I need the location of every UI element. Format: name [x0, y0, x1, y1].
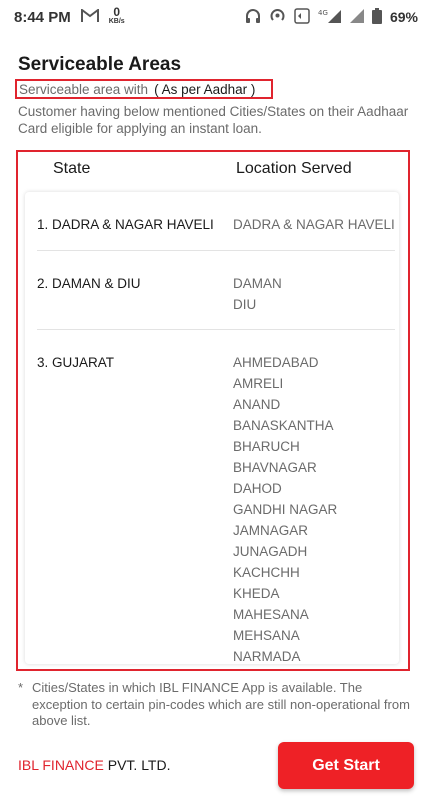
- footnote-text: Cities/States in which IBL FINANCE App is available. The exception to certain pin-codes which are still non-operational from above list.: [32, 680, 410, 728]
- row-location: MAHESANA: [233, 607, 309, 622]
- row-location: JUNAGADH: [233, 544, 308, 559]
- row-location: KACHCHH: [233, 565, 300, 580]
- serviceable-area-note: [15, 79, 273, 99]
- hotspot-icon: [269, 7, 286, 27]
- brand-suffix: PVT. LTD.: [103, 757, 171, 773]
- battery-icon: [372, 8, 382, 27]
- table-row: [37, 214, 395, 235]
- column-header-state: State: [53, 160, 91, 177]
- signal-icon: [318, 8, 342, 27]
- row-location: BHAVNAGAR: [233, 460, 317, 475]
- row-location: DADRA & NAGAR HAVELI: [233, 217, 395, 232]
- row-location: MEHSANA: [233, 628, 300, 643]
- signal-icon-secondary: [350, 9, 364, 26]
- headphones-icon: [245, 8, 261, 27]
- battery-percent: 69%: [389, 9, 418, 25]
- get-start-button[interactable]: Get Start: [278, 742, 414, 789]
- row-divider: [37, 329, 395, 330]
- volte-icon: [294, 8, 310, 27]
- company-brand: [18, 757, 171, 773]
- table-row: [37, 273, 395, 315]
- subtitle-emphasis: ( As per Aadhar ): [154, 81, 256, 97]
- brand-name: IBL FINANCE: [18, 757, 104, 773]
- table-header: [18, 152, 408, 188]
- row-state: 3. GUJARAT: [37, 355, 115, 370]
- row-state: 2. DAMAN & DIU: [37, 276, 141, 291]
- row-location: BHARUCH: [233, 439, 300, 454]
- network-speed: 0 KB/s: [108, 5, 125, 25]
- row-location: GANDHI NAGAR: [233, 502, 338, 517]
- gmail-icon: [81, 9, 99, 26]
- row-location: ANAND: [233, 397, 281, 412]
- row-location: DIU: [233, 297, 257, 312]
- availability-footnote: [18, 680, 418, 730]
- row-location: AMRELI: [233, 376, 284, 391]
- eligibility-description: Customer having below mentioned Cities/States on their Aadhaar Card eligible for applying an instant loan.: [18, 104, 409, 136]
- row-location: DAMAN: [233, 276, 282, 291]
- status-time: 8:44 PM: [14, 8, 71, 26]
- subtitle-prefix: Serviceable area with: [19, 81, 149, 97]
- row-location: NARMADA: [233, 649, 301, 664]
- table-scroll-area[interactable]: [25, 192, 399, 664]
- row-location: BANASKANTHA: [233, 418, 334, 433]
- row-divider: [37, 250, 395, 251]
- row-location: JAMNAGAR: [233, 523, 309, 538]
- row-location: KHEDA: [233, 586, 280, 601]
- page-title: Serviceable Areas: [18, 54, 182, 75]
- table-row: [37, 352, 395, 664]
- row-state: 1. DADRA & NAGAR HAVELI: [37, 217, 214, 232]
- status-bar: [0, 0, 432, 34]
- svg-text:4G: 4G: [317, 8, 328, 17]
- footnote-marker: *: [18, 680, 24, 695]
- column-header-location: Location Served: [236, 160, 352, 177]
- row-location: DAHOD: [233, 481, 282, 496]
- serviceable-areas-table: [16, 150, 410, 671]
- row-location: AHMEDABAD: [233, 355, 319, 370]
